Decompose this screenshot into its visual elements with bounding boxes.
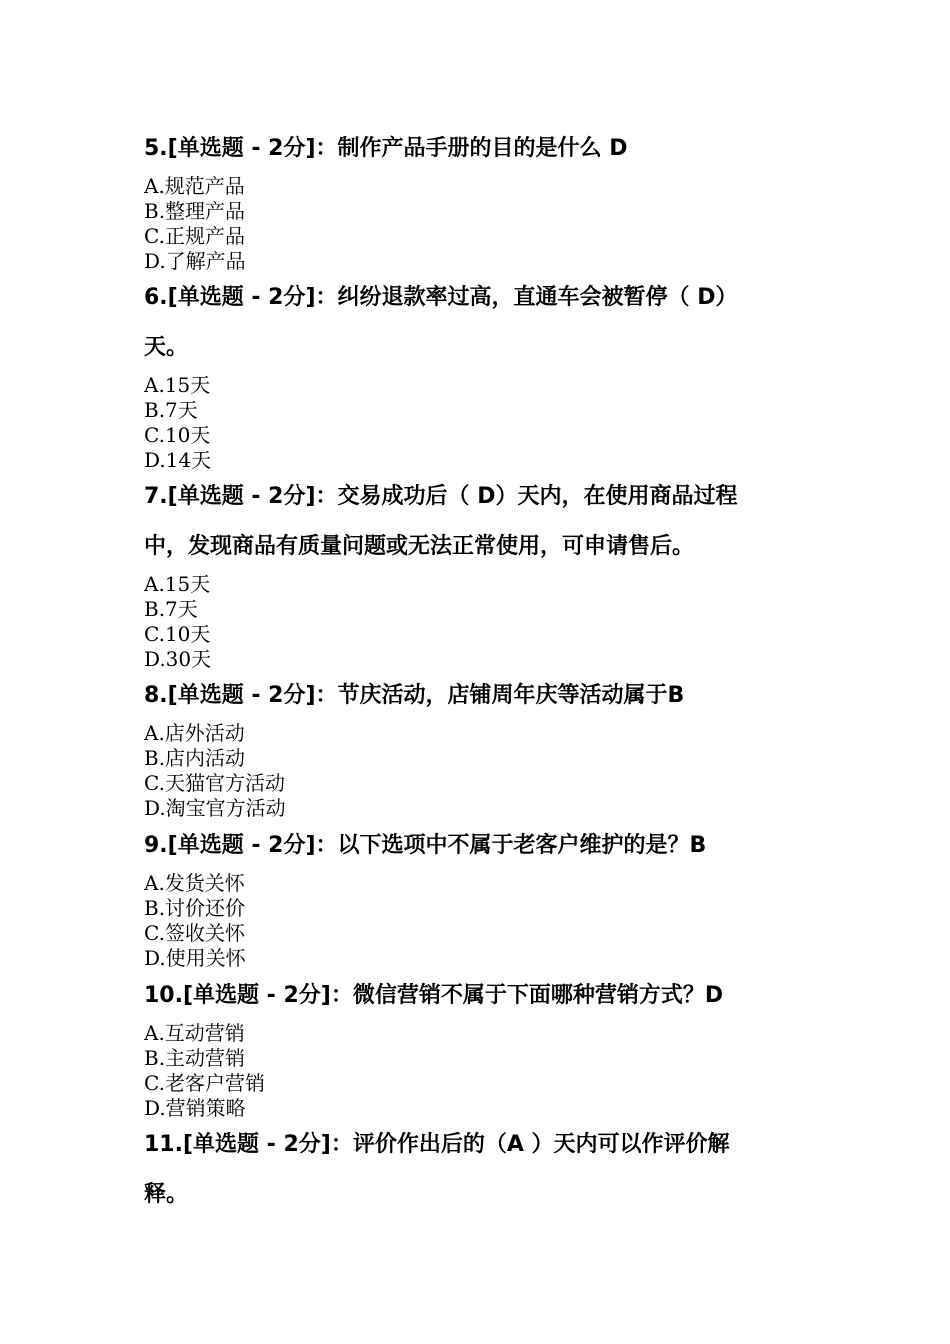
question-8-option-a: A.店外活动 (144, 721, 245, 745)
question-9-line-1: 9.[单选题 - 2分]：以下选项中不属于老客户维护的是？B (144, 833, 707, 858)
question-10-option-d: D.营销策略 (144, 1096, 246, 1120)
question-9-option-d: D.使用关怀 (144, 946, 246, 970)
question-7-option-b: B.7天 (144, 597, 198, 621)
question-6-option-d: D.14天 (144, 448, 212, 472)
question-8-line-1: 8.[单选题 - 2分]：节庆活动，店铺周年庆等活动属于B (144, 683, 685, 708)
question-5-option-c: C.正规产品 (144, 224, 245, 248)
question-7-option-a: A.15天 (144, 572, 211, 596)
question-6-option-c: C.10天 (144, 423, 211, 447)
question-11-line-1: 11.[单选题 - 2分]：评价作出后的（A ）天内可以作评价解 (144, 1132, 730, 1157)
question-5-line-1: 5.[单选题 - 2分]：制作产品手册的目的是什么 D (144, 136, 628, 161)
question-9-option-a: A.发货关怀 (144, 871, 245, 895)
question-9-option-c: C.签收关怀 (144, 921, 245, 945)
question-8-option-c: C.天猫官方活动 (144, 771, 285, 795)
question-11-line-2: 释。 (144, 1182, 189, 1207)
question-7-line-2: 中，发现商品有质量问题或无法正常使用，可申请售后。 (144, 534, 695, 559)
question-7-line-1: 7.[单选题 - 2分]：交易成功后（ D）天内，在使用商品过程 (144, 484, 738, 509)
question-5-option-d: D.了解产品 (144, 249, 246, 273)
question-6-option-b: B.7天 (144, 398, 198, 422)
question-9-option-b: B.讨价还价 (144, 896, 246, 920)
question-10-option-a: A.互动营销 (144, 1021, 245, 1045)
question-8-option-d: D.淘宝官方活动 (144, 796, 286, 820)
question-10-line-1: 10.[单选题 - 2分]：微信营销不属于下面哪种营销方式？D (144, 983, 724, 1008)
question-5-option-a: A.规范产品 (144, 174, 245, 198)
question-7-option-d: D.30天 (144, 647, 212, 671)
question-6-line-2: 天。 (144, 335, 189, 360)
question-8-option-b: B.店内活动 (144, 746, 246, 770)
question-10-option-c: C.老客户营销 (144, 1071, 265, 1095)
question-6-line-1: 6.[单选题 - 2分]：纠纷退款率过高，直通车会被暂停（ D） (144, 285, 738, 310)
question-5-option-b: B.整理产品 (144, 199, 246, 223)
question-10-option-b: B.主动营销 (144, 1046, 246, 1070)
question-7-option-c: C.10天 (144, 622, 211, 646)
question-6-option-a: A.15天 (144, 373, 211, 397)
